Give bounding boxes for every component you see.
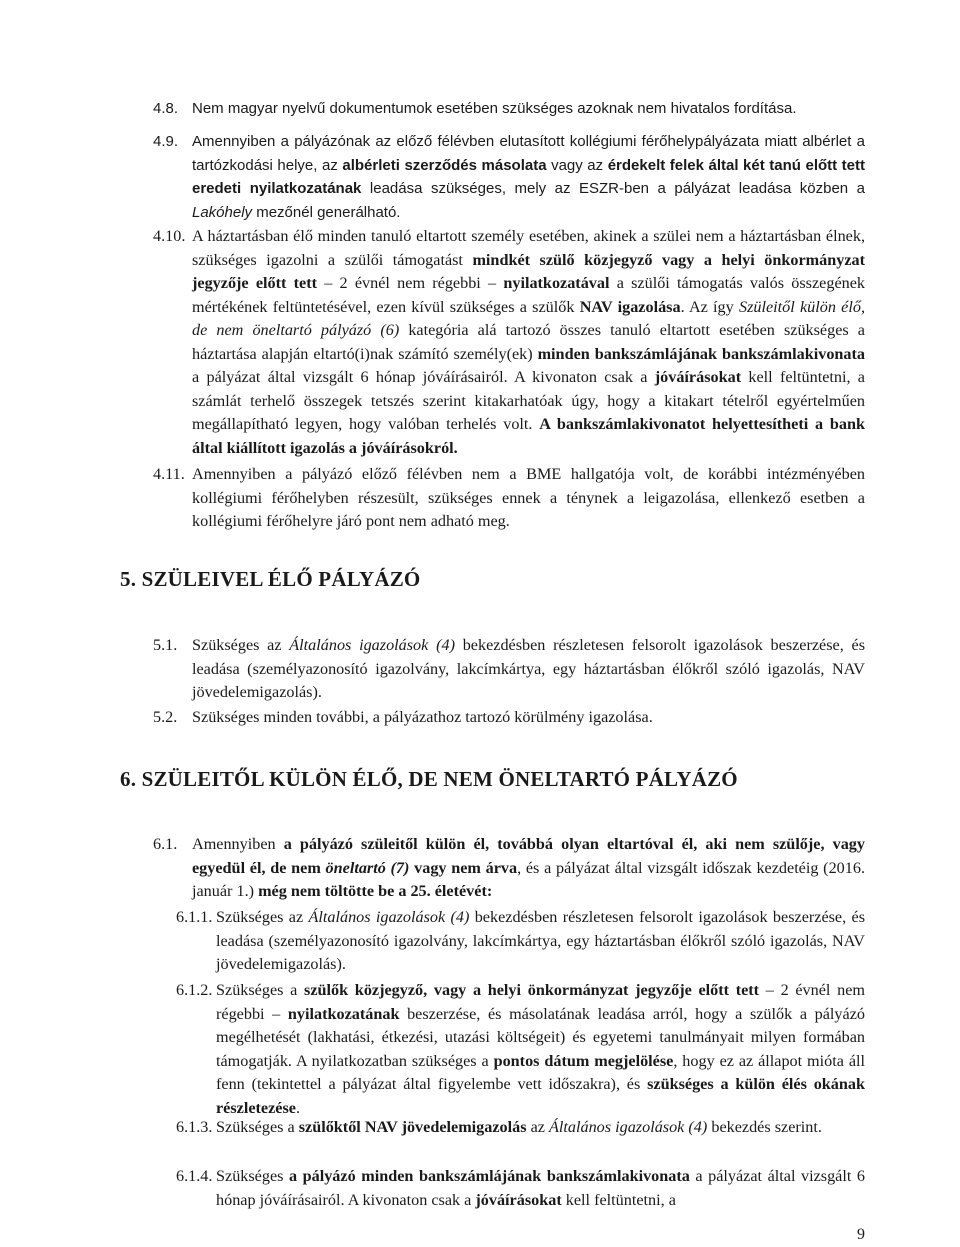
paragraph-number: 4.9. (153, 133, 179, 150)
bold-text: nyilatkozatának (287, 1004, 400, 1023)
text-run: az (526, 1118, 550, 1136)
text-run: Szükséges az (192, 636, 290, 654)
bold-text: nyilatkozatával (503, 274, 610, 292)
bold-text: pontos dátum megjelölése (493, 1051, 674, 1070)
paragraph-number: 6.1.4. (176, 1167, 213, 1185)
italic-text: Szüleitől külön élő, de nem öneltartó pályázó (6) (192, 297, 865, 339)
text-run: Szükséges a (216, 1118, 299, 1136)
bold-text: szükséges a külön élés okának részletezése (216, 1075, 865, 1117)
bold-text: jóváírásokat (475, 1190, 562, 1209)
text-run: bekezdésben részletesen felsorolt igazolások beszerzése, és leadása (személyazonosító igazolvány, lakcímkártya, egy háztartásban élőkről szóló igazolás, NAV jövedelemigazolás). (216, 908, 865, 973)
italic-text: Lakóhely (192, 203, 253, 221)
text-run: vagy az (546, 156, 608, 174)
italic-text: Általános igazolások (4) (549, 1118, 708, 1136)
paragraph-text: Nem magyar nyelvű dokumentumok esetében szükséges azoknak nem hivatalos fordítása. (192, 100, 797, 117)
bold-text: szülők közjegyző, vagy a helyi önkormányzat jegyzője előtt tett (304, 981, 760, 999)
bold-text: mindkét szülő közjegyző vagy a helyi önkormányzat jegyzője előtt tett (192, 250, 865, 292)
section-heading-6: 6. SZÜLEITŐL KÜLÖN ÉLŐ, DE NEM ÖNELTARTÓ PÁLYÁZÓ (120, 767, 738, 791)
text-run: – 2 évnél nem régebbi – (317, 274, 504, 292)
text-run: bekezdés szerint. (707, 1118, 822, 1136)
text-run: beszerzése, és másolatának leadása arról, hogy a szülők a pályázó megélhetését (lakhatási, étkezési, utazási költségeit) és egyetemi tanulmányait milyen formában támogatják. A nyilatkozatban szükséges a (216, 1004, 865, 1070)
text-run: , hogy ez az állapot mióta áll fenn (tekintettel a pályázat által figyelembe vett időszakra), és (216, 1051, 865, 1093)
paragraph-number: 6.1. (153, 835, 178, 853)
text-run: a pályázat által vizsgált 6 hónap jóváírásairól. A kivonaton csak a (192, 368, 655, 386)
paragraph-text (216, 1165, 865, 1212)
bold-italic-text: öneltartó (7) (325, 858, 410, 877)
text-run: kell feltüntetni, a számlát terhelő összegek tetszés szerint kitakarhatóak úgy, hogy a kitakart tételről egyértelműen megállapítható legyen, hogy valóban terhelés volt. (192, 368, 865, 433)
text-run: kategória alá tartozó összes tanuló eltartott esetében szükséges a háztartása alapján eltartó(i)nak számító személy(ek) (192, 321, 865, 363)
page-number: 9 (857, 1226, 865, 1243)
text-run: – 2 évnél nem régebbi – (216, 981, 865, 1023)
bold-text: még nem töltötte be a 25. életévét: (258, 882, 493, 900)
paragraph-text (192, 225, 865, 460)
paragraph-text (192, 833, 865, 904)
paragraph-text: Szükséges minden további, a pályázathoz tartozó körülmény igazolása. (192, 708, 653, 726)
paragraph-text (216, 906, 865, 977)
text-run: a pályázat által vizsgált 6 hónap jóváírásairól. A kivonaton csak a (216, 1167, 865, 1209)
paragraph-text (192, 634, 865, 705)
paragraph-number: 4.8. (153, 100, 179, 117)
italic-text: Általános igazolások (4) (308, 908, 470, 926)
bold-text: A bankszámlakivonatot helyettesítheti a bank által kiállított igazolás a jóváírásokról. (192, 415, 865, 457)
bold-text: albérleti szerződés másolata (342, 156, 547, 174)
paragraph-text (216, 979, 865, 1120)
text-run: kell feltüntetni, a (561, 1190, 676, 1209)
text-run: , és a pályázat által vizsgált időszak kezdetéig (2016. január 1.) (192, 858, 865, 900)
paragraph-number: 5.2. (153, 708, 178, 726)
text-run: bekezdésben részletesen felsorolt igazolások beszerzése, és leadása (személyazonosító igazolvány, lakcímkártya, egy háztartásban élőkről szóló igazolás, NAV jövedelemigazolás). (192, 636, 865, 701)
bold-text: vagy nem árva (409, 858, 518, 877)
text-run: Szükséges az (216, 908, 309, 926)
text-run: A háztartásban élő minden tanuló eltartott személy esetében, akinek a szülei nem a háztartásban élnek, szükséges igazolni a szülői támogatást (192, 227, 865, 269)
paragraph-text: Amennyiben a pályázó előző félévben nem a BME hallgatója volt, de korábbi intézményében kollégiumi férőhelyben részesült, szükséges ennek a ténynek a leigazolása, ellenkező esetben a kollégiumi férőhelyre járó pont nem adható meg. (192, 465, 865, 530)
paragraph-number: 4.10. (153, 227, 186, 245)
bold-text: a pályázó szüleitől külön él, továbbá olyan eltartóval él, aki nem szülője, vagy egyedül él, de nem (192, 835, 865, 877)
bold-text: jóváírásokat (654, 368, 742, 386)
paragraph-number: 5.1. (153, 636, 178, 654)
paragraph-text (192, 130, 865, 224)
bold-text: a pályázó minden bankszámlájának bankszámlakivonata (288, 1167, 690, 1185)
paragraph-number: 6.1.1. (176, 908, 213, 926)
text-run: Amennyiben a pályázónak az előző félévben elutasított kollégiumi férőhelypályázata miatt albérlet a tartózkodási helye, az (192, 133, 865, 174)
text-run: Amennyiben (192, 835, 284, 853)
paragraph-number: 6.1.2. (176, 981, 213, 999)
text-run: . Az így (680, 297, 739, 316)
paragraph-number: 4.11. (153, 465, 185, 483)
bold-text: szülőktől NAV jövedelemigazolás (298, 1118, 527, 1136)
text-run: Szükséges a (216, 981, 305, 999)
text-run: a szülői támogatás valós összegének mértékének feltüntetésével, ezen kívül szükséges a szülők (192, 274, 865, 316)
bold-text: minden bankszámlájának bankszámlakivonata (537, 344, 865, 363)
italic-text: Általános igazolások (4) (289, 636, 455, 654)
text-run: . (295, 1098, 301, 1117)
paragraph-text (216, 1116, 865, 1140)
bold-text: érdekelt felek által két tanú előtt tett eredeti nyilatkozatának (192, 156, 866, 197)
text-run: leadása szükséges, mely az ESZR-ben a pályázat leadása közben a (361, 180, 865, 197)
paragraph-number: 6.1.3. (176, 1118, 213, 1136)
bold-text: NAV igazolása (579, 297, 681, 316)
text-run: Szükséges (216, 1167, 289, 1185)
section-heading-5: 5. SZÜLEIVEL ÉLŐ PÁLYÁZÓ (120, 567, 421, 591)
text-run: mezőnél generálható. (252, 203, 401, 221)
